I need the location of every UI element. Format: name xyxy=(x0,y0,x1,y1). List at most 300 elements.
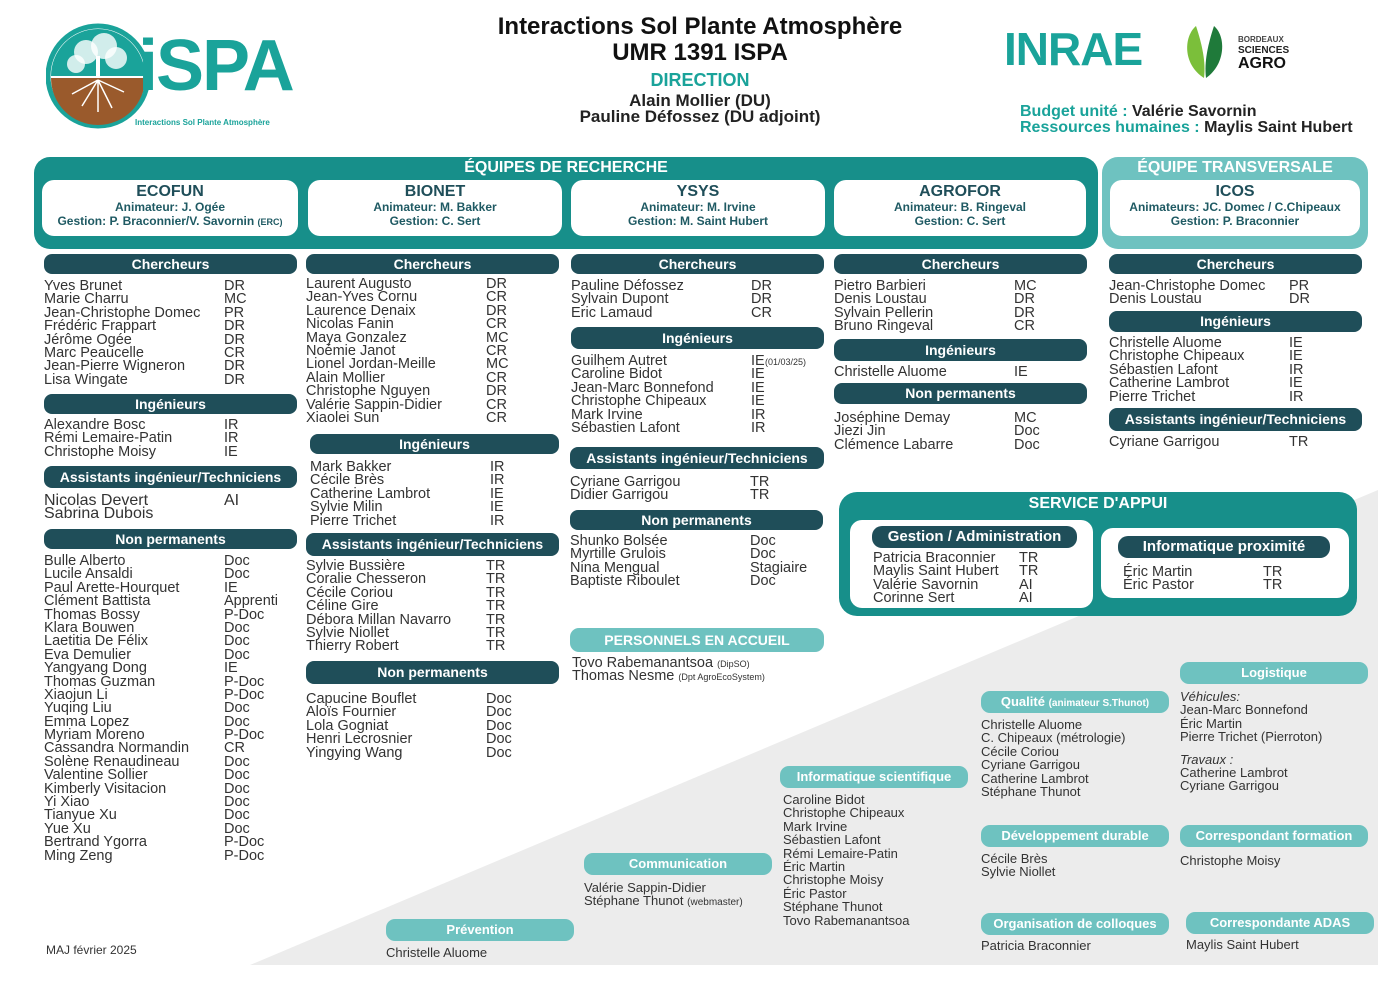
staff-name: Yangyang Dong xyxy=(44,660,147,677)
mission-person: Stéphane Thunot xyxy=(783,899,883,915)
mission-person: C. Chipeaux (métrologie) xyxy=(981,730,1126,746)
bionet-ingenieurs-header: Ingénieurs xyxy=(310,434,559,454)
staff-status: TR xyxy=(486,571,506,588)
staff-name: Jean-Yves Cornu xyxy=(306,289,418,306)
staff-name: Cécile Brès xyxy=(310,472,385,489)
staff-status: Doc xyxy=(486,731,512,748)
bionet-nonperm-header: Non permanents xyxy=(306,661,559,684)
staff-name: Henri Lecrosnier xyxy=(306,731,413,748)
staff-name: Catherine Lambrot xyxy=(310,485,431,502)
ysys-nonperm-list xyxy=(570,535,823,589)
icos-ingenieurs-header: Ingénieurs xyxy=(1109,311,1362,332)
staff-name: Pierre Trichet xyxy=(1109,388,1196,405)
staff-name: Myriam Moreno xyxy=(44,727,145,744)
mission-person: Tovo Rabemanantsoa xyxy=(783,912,910,928)
mission-person: Éric Martin xyxy=(783,859,846,875)
staff-status: IR xyxy=(1289,388,1304,405)
mission-person: Maylis Saint Hubert xyxy=(1186,937,1299,952)
staff-name: Cyriane Garrigou xyxy=(1109,434,1220,450)
staff-status: IR xyxy=(490,459,505,475)
gestion-list xyxy=(873,552,1083,606)
staff-row xyxy=(306,744,559,761)
ysys-ait-header: Assistants ingénieur/Techniciens xyxy=(570,447,824,469)
staff-status: P-Doc xyxy=(224,606,265,623)
staff-status: IE xyxy=(751,379,765,396)
communication-header: Communication xyxy=(584,853,772,875)
staff-status: Doc xyxy=(224,700,250,717)
staff-name: Sylvie Bussière xyxy=(306,558,406,574)
ysys-chercheurs-list xyxy=(571,280,824,320)
staff-name: Laurent Augusto xyxy=(306,276,412,292)
staff-row xyxy=(570,575,823,588)
communication-list: Valérie Sappin-Didier Stéphane Thunot (webmaster) xyxy=(584,880,743,909)
staff-name: Christelle Aluome xyxy=(1109,335,1222,351)
staff-status: DR xyxy=(751,278,772,294)
staff-status: TR xyxy=(486,598,506,615)
staff-status: DR xyxy=(1014,304,1035,321)
staff-status: IR xyxy=(751,419,766,436)
agrofor-ingenieurs-list xyxy=(834,366,1087,379)
prevention-header: Prévention xyxy=(386,919,574,941)
staff-name: Baptiste Riboulet xyxy=(570,573,680,590)
staff-status: IE xyxy=(1289,375,1303,392)
staff-status: Doc xyxy=(224,566,250,583)
staff-status: MC xyxy=(1014,410,1037,426)
mission-person: Christelle Aluome xyxy=(981,717,1083,732)
staff-name: Lola Gogniat xyxy=(306,717,389,734)
mission-person: Caroline Bidot xyxy=(783,792,865,807)
inrae-logo: INRAE xyxy=(1004,23,1143,75)
staff-name: Caroline Bidot xyxy=(571,366,663,383)
staff-status: IE xyxy=(224,579,238,596)
staff-name: Nicolas Fanin xyxy=(306,316,394,333)
mission-person: Sylvie Niollet xyxy=(981,864,1056,880)
logistique-list: Véhicules: Jean-Marc Bonnefond Éric Martin Pierre Trichet (Pierroton) Travaux : Catherine Lambrot Cyriane Garrigou xyxy=(1180,689,1323,794)
prevention-list xyxy=(386,946,487,959)
staff-name: Laurence Denaix xyxy=(306,302,416,319)
formation-header: Correspondant formation xyxy=(1180,825,1368,847)
staff-status: Doc xyxy=(750,546,776,563)
staff-status: Doc xyxy=(224,820,250,837)
staff-status: TR xyxy=(1263,564,1283,580)
staff-status: IE xyxy=(751,366,765,383)
staff-row xyxy=(310,512,559,529)
staff-name: Christophe Moisy xyxy=(44,443,157,460)
mission-person: Rémi Lemaire-Patin xyxy=(783,845,898,861)
staff-status: Doc xyxy=(224,780,250,797)
staff-name: Tianyue Xu xyxy=(44,807,117,824)
staff-status: TR xyxy=(1289,434,1309,450)
staff-status: IE xyxy=(490,499,504,516)
staff-name: Sylvain Pellerin xyxy=(834,304,934,321)
staff-status: Doc xyxy=(1014,436,1040,453)
bsa-leaf-icon xyxy=(1182,24,1228,85)
mission-person: Cécile Coriou xyxy=(981,743,1060,759)
staff-name: Maylis Saint Hubert xyxy=(873,563,999,580)
staff-name: Yingying Wang xyxy=(306,744,403,761)
staff-row xyxy=(44,443,297,460)
staff-name: Pauline Défossez xyxy=(571,278,684,294)
staff-name: Didier Garrigou xyxy=(570,487,669,504)
staff-status: IR xyxy=(490,472,505,489)
staff-status: TR xyxy=(486,611,506,628)
staff-name: Sébastien Lafont xyxy=(1109,361,1218,378)
staff-name: Thomas Bossy xyxy=(44,606,140,623)
staff-status: IE xyxy=(224,443,238,460)
icos-ingenieurs-list xyxy=(1109,337,1362,404)
page-title: Interactions Sol Plante Atmosphère UMR 1391 ISPA xyxy=(497,13,903,66)
bionet-ingenieurs-list xyxy=(310,461,559,528)
staff-name: Débora Millan Navarro xyxy=(306,611,452,628)
team-card-ecofun: ECOFUN Animateur: J. Ogée Gestion: P. Braconnier/V. Savornin (ERC) xyxy=(42,180,298,236)
staff-status: IE xyxy=(751,393,765,410)
staff-name: Klara Bouwen xyxy=(44,619,135,636)
staff-name: Éric Martin xyxy=(1123,564,1193,580)
staff-status: DR xyxy=(1289,291,1310,308)
staff-row xyxy=(1109,436,1362,449)
staff-status: PR xyxy=(224,304,245,321)
ecofun-ingenieurs-header: Ingénieurs xyxy=(44,394,297,414)
agrofor-chercheurs-header: Chercheurs xyxy=(834,254,1087,274)
staff-name: Clément Battista xyxy=(44,593,151,610)
staff-name: Bertrand Ygorra xyxy=(44,834,147,851)
staff-status: P-Doc xyxy=(224,847,265,864)
colloques-header: Organisation de colloques xyxy=(981,913,1169,935)
staff-status: Doc xyxy=(750,533,776,549)
staff-status: Doc xyxy=(1014,423,1040,440)
staff-status: Doc xyxy=(224,794,250,811)
mission-person: Christophe Moisy xyxy=(783,872,884,888)
agrofor-chercheurs-list xyxy=(834,280,1087,334)
mission-person: Cyriane Garrigou xyxy=(981,757,1080,773)
staff-status: AI xyxy=(224,492,240,509)
bionet-chercheurs-header: Chercheurs xyxy=(306,254,559,274)
staff-name: Cassandra Normandin xyxy=(44,740,190,757)
logistique-header: Logistique xyxy=(1180,662,1368,684)
staff-status: P-Doc xyxy=(224,673,265,690)
team-card-ysys: YSYS Animateur: M. Irvine Gestion: M. Saint Hubert xyxy=(571,180,825,236)
staff-status: TR xyxy=(1019,550,1039,566)
staff-name: Nina Mengual xyxy=(570,559,660,576)
staff-status: TR xyxy=(486,638,506,655)
staff-status: DR xyxy=(224,358,245,375)
icos-ait-list xyxy=(1109,436,1362,449)
ecofun-nonperm-list xyxy=(44,555,297,863)
staff-row xyxy=(570,489,824,502)
staff-row xyxy=(1109,293,1362,306)
staff-status: Doc xyxy=(224,713,250,730)
staff-name: Joséphine Demay xyxy=(834,410,951,426)
staff-status: CR xyxy=(224,344,245,361)
staff-row xyxy=(44,847,297,864)
update-date: MAJ février 2025 xyxy=(46,943,137,957)
staff-row xyxy=(1123,579,1333,592)
staff-name: Noémie Janot xyxy=(306,342,396,359)
mission-person: Sébastien Lafont xyxy=(783,832,881,848)
staff-status: Doc xyxy=(224,633,250,650)
icos-chercheurs-list xyxy=(1109,280,1362,307)
qualite-header: Qualité (animateur S.Thunot) xyxy=(981,691,1169,713)
mission-person: Catherine Lambrot xyxy=(981,770,1089,786)
staff-name: Lisa Wingate xyxy=(44,371,128,388)
staff-note: (01/03/25) xyxy=(765,357,807,367)
staff-name: Lionel Jordan-Meille xyxy=(306,356,436,373)
staff-status: CR xyxy=(1014,318,1035,335)
staff-status: Doc xyxy=(486,704,512,721)
staff-status: DR xyxy=(1014,291,1035,308)
staff-status: Doc xyxy=(224,753,250,770)
staff-name: Yves Brunet xyxy=(44,278,123,294)
ecofun-ait-header: Assistants ingénieur/Techniciens xyxy=(44,466,297,488)
staff-status: IE xyxy=(490,485,504,502)
staff-status: CR xyxy=(486,396,507,413)
staff-status: Doc xyxy=(224,553,250,569)
staff-name: Valérie Sappin-Didier xyxy=(306,396,442,413)
staff-status: AI xyxy=(1019,576,1033,593)
direction-names: Alain Mollier (DU) Pauline Défossez (DU adjoint) xyxy=(579,91,821,126)
staff-status: Doc xyxy=(486,717,512,734)
staff-status: IR xyxy=(224,430,239,447)
agrofor-nonperm-header: Non permanents xyxy=(834,383,1087,404)
staff-status: DR xyxy=(486,276,507,292)
staff-status: IR xyxy=(1289,361,1304,378)
team-card-bionet: BIONET Animateur: M. Bakker Gestion: C. Sert xyxy=(308,180,562,236)
staff-row xyxy=(44,371,297,388)
mission-person: Éric Pastor xyxy=(783,885,847,901)
staff-row xyxy=(1109,388,1362,405)
staff-status: CR xyxy=(224,740,245,757)
staff-row xyxy=(571,419,824,436)
accueil-header: PERSONNELS EN ACCUEIL xyxy=(570,628,824,652)
staff-name: Laetitia De Félix xyxy=(44,633,148,650)
staff-status: DR xyxy=(224,318,245,335)
staff-name: Thomas Guzman xyxy=(44,673,156,690)
staff-name: Aloïs Fournier xyxy=(306,704,397,721)
staff-name: Jean-Christophe Domec xyxy=(1109,278,1266,294)
staff-status: DR xyxy=(486,302,507,319)
staff-status: DR xyxy=(224,278,245,294)
staff-name: Valentine Sollier xyxy=(44,767,148,784)
research-teams-title: ÉQUIPES DE RECHERCHE xyxy=(464,159,668,176)
staff-status: CR xyxy=(486,289,507,306)
staff-name: Jérôme Ogée xyxy=(44,331,132,348)
staff-name: Yue Xu xyxy=(44,820,91,837)
staff-name: Christophe Chipeaux xyxy=(571,393,707,410)
staff-name: Frédéric Frappart xyxy=(44,318,157,335)
staff-status: TR xyxy=(486,584,506,601)
staff-name: Jean-Pierre Wigneron xyxy=(44,358,186,375)
staff-status: Doc xyxy=(486,691,512,707)
staff-status: DR xyxy=(486,383,507,400)
staff-name: Eva Demulier xyxy=(44,646,132,663)
staff-name: Corinne Sert xyxy=(873,590,955,607)
staff-status: CR xyxy=(486,316,507,333)
bionet-nonperm-list xyxy=(306,693,559,760)
ysys-ingenieurs-list xyxy=(571,355,824,435)
staff-row xyxy=(306,640,559,653)
staff-name: Yi Xiao xyxy=(44,794,90,811)
accueil-list: Tovo Rabemanantsoa (DipSO) Thomas Nesme (Dpt AgroEcoSystem) xyxy=(572,655,765,685)
bsa-logo: BORDEAUX SCIENCES AGRO xyxy=(1238,35,1290,72)
staff-status: TR xyxy=(750,474,770,490)
staff-name: Pietro Barbieri xyxy=(834,278,926,294)
staff-name: Lucile Ansaldi xyxy=(44,566,133,583)
staff-status: TR xyxy=(1019,563,1039,580)
staff-name: Kimberly Visitacion xyxy=(44,780,167,797)
staff-name: Thierry Robert xyxy=(306,638,399,655)
staff-status: PR xyxy=(1289,278,1310,294)
staff-status: Doc xyxy=(224,807,250,824)
staff-name: Guilhem Autret xyxy=(571,353,667,369)
staff-status: TR xyxy=(750,487,770,504)
info-sci-list xyxy=(783,793,909,927)
ispa-subtitle: Interactions Sol Plante Atmosphère xyxy=(135,118,270,127)
staff-status: DR xyxy=(224,331,245,348)
mission-person: Patricia Braconnier xyxy=(981,938,1091,953)
staff-row xyxy=(834,366,1087,379)
icos-ait-header: Assistants ingénieur/Techniciens xyxy=(1109,408,1362,431)
staff-name: Alexandre Bosc xyxy=(44,417,146,433)
staff-name: Eric Lamaud xyxy=(571,304,653,321)
staff-status: IE xyxy=(751,353,765,369)
ecofun-chercheurs-list xyxy=(44,280,297,387)
staff-status: CR xyxy=(751,304,772,321)
staff-name: Rémi Lemaire-Patin xyxy=(44,430,173,447)
staff-status: Doc xyxy=(224,767,250,784)
ysys-nonperm-header: Non permanents xyxy=(570,510,823,530)
icos-chercheurs-header: Chercheurs xyxy=(1109,254,1362,274)
bionet-ait-header: Assistants ingénieur/Techniciens xyxy=(306,533,559,556)
staff-status: IR xyxy=(224,417,239,433)
staff-name: Catherine Lambrot xyxy=(1109,375,1230,392)
staff-name: Christelle Aluome xyxy=(834,364,947,380)
staff-name: Capucine Bouflet xyxy=(306,691,417,707)
staff-status: IE xyxy=(224,660,238,677)
ecofun-nonperm-header: Non permanents xyxy=(44,529,297,549)
staff-name: Cyriane Garrigou xyxy=(570,474,681,490)
mission-person: Christophe Chipeaux xyxy=(783,805,905,821)
staff-status: P-Doc xyxy=(224,834,265,851)
staff-name: Sabrina Dubois xyxy=(44,505,154,523)
staff-status: MC xyxy=(1014,278,1037,294)
staff-name: Xiaolei Sun xyxy=(306,409,380,426)
colloques-list xyxy=(981,939,1091,952)
staff-name: Sylvain Dupont xyxy=(571,291,669,308)
staff-status: IE xyxy=(1289,335,1303,351)
direction-heading: DIRECTION xyxy=(650,70,750,90)
staff-name: Shunko Bolsée xyxy=(570,533,668,549)
staff-status: MC xyxy=(224,291,247,308)
info-prox-list xyxy=(1123,566,1333,593)
team-card-agrofor: AGROFOR Animateur: B. Ringeval Gestion: C. Sert xyxy=(834,180,1086,236)
staff-name: Cécile Coriou xyxy=(306,584,394,601)
staff-status: P-Doc xyxy=(224,686,265,703)
staff-name: Clémence Labarre xyxy=(834,436,954,453)
staff-name: Coralie Chesseron xyxy=(306,571,427,588)
staff-status: Doc xyxy=(486,744,512,761)
staff-name: Nicolas Devert xyxy=(44,492,149,509)
staff-status: Doc xyxy=(750,573,776,590)
staff-row xyxy=(834,320,1087,333)
staff-status: DR xyxy=(224,371,245,388)
staff-status: CR xyxy=(486,342,507,359)
ysys-ingenieurs-header: Ingénieurs xyxy=(571,327,824,349)
staff-name: Solène Renaudineau xyxy=(44,753,180,770)
staff-status: TR xyxy=(486,558,506,574)
staff-name: Maya Gonzalez xyxy=(306,329,407,346)
transversal-team-title: ÉQUIPE TRANSVERSALE xyxy=(1137,159,1333,176)
staff-row xyxy=(306,409,559,426)
staff-status: IR xyxy=(751,406,766,423)
staff-row xyxy=(834,436,1087,453)
ysys-chercheurs-header: Chercheurs xyxy=(571,254,824,274)
ecofun-chercheurs-header: Chercheurs xyxy=(44,254,297,274)
staff-name: Yuqing Liu xyxy=(44,700,112,717)
staff-name: Alain Mollier xyxy=(306,369,385,386)
staff-name: Bulle Alberto xyxy=(44,553,126,569)
staff-name: Sébastien Lafont xyxy=(571,419,680,436)
staff-status: Doc xyxy=(224,646,250,663)
staff-name: Pierre Trichet xyxy=(310,512,397,529)
staff-name: Jiezi Jin xyxy=(834,423,886,440)
staff-name: Marc Peaucelle xyxy=(44,344,144,361)
staff-name: Denis Loustau xyxy=(834,291,927,308)
dev-durable-header: Développement durable xyxy=(981,825,1169,847)
formation-list xyxy=(1180,854,1280,867)
staff-status: IR xyxy=(490,512,505,529)
staff-name: Christophe Chipeaux xyxy=(1109,348,1245,365)
staff-name: Mark Bakker xyxy=(310,459,392,475)
mission-person: Cécile Brès xyxy=(981,851,1048,866)
ecofun-ait-list xyxy=(44,494,297,521)
staff-status: TR xyxy=(1263,577,1283,594)
staff-status: P-Doc xyxy=(224,727,265,744)
mission-person: Stéphane Thunot xyxy=(981,784,1081,800)
staff-name: Paul Arette-Hourquet xyxy=(44,579,180,596)
staff-status: CR xyxy=(486,369,507,386)
staff-name: Céline Gire xyxy=(306,598,379,615)
staff-status: IE xyxy=(1289,348,1303,365)
staff-name: Myrtille Grulois xyxy=(570,546,666,563)
staff-status: MC xyxy=(486,329,509,346)
bionet-ait-list xyxy=(306,560,559,654)
staff-name: Christophe Nguyen xyxy=(306,383,431,400)
mission-person: Christophe Moisy xyxy=(1180,853,1281,868)
staff-name: Patricia Braconnier xyxy=(873,550,996,566)
mission-person: Mark Irvine xyxy=(783,818,848,834)
staff-name: Jean-Christophe Domec xyxy=(44,304,201,321)
staff-name: Bruno Ringeval xyxy=(834,318,934,335)
ecofun-ingenieurs-list xyxy=(44,419,297,459)
staff-status: Doc xyxy=(224,619,250,636)
staff-row xyxy=(44,505,297,523)
dev-durable-list xyxy=(981,852,1055,879)
staff-status: IE xyxy=(1014,364,1028,380)
agrofor-ingenieurs-header: Ingénieurs xyxy=(834,339,1087,361)
staff-name: Denis Loustau xyxy=(1109,291,1202,308)
staff-row xyxy=(571,304,824,321)
staff-status: DR xyxy=(751,291,772,308)
staff-name: Mark Irvine xyxy=(571,406,643,423)
info-prox-header: Informatique proximité xyxy=(1118,536,1330,558)
staff-status: CR xyxy=(486,409,507,426)
staff-name: Emma Lopez xyxy=(44,713,130,730)
budget-info: Budget unité : Valérie Savornin Ressources humaines : Maylis Saint Hubert xyxy=(1020,103,1353,136)
staff-name: Ming Zeng xyxy=(44,847,113,864)
ispa-wordmark: iSPA xyxy=(138,26,293,106)
staff-name: Sylvie Niollet xyxy=(306,624,389,641)
staff-name: Valérie Savornin xyxy=(873,576,979,593)
